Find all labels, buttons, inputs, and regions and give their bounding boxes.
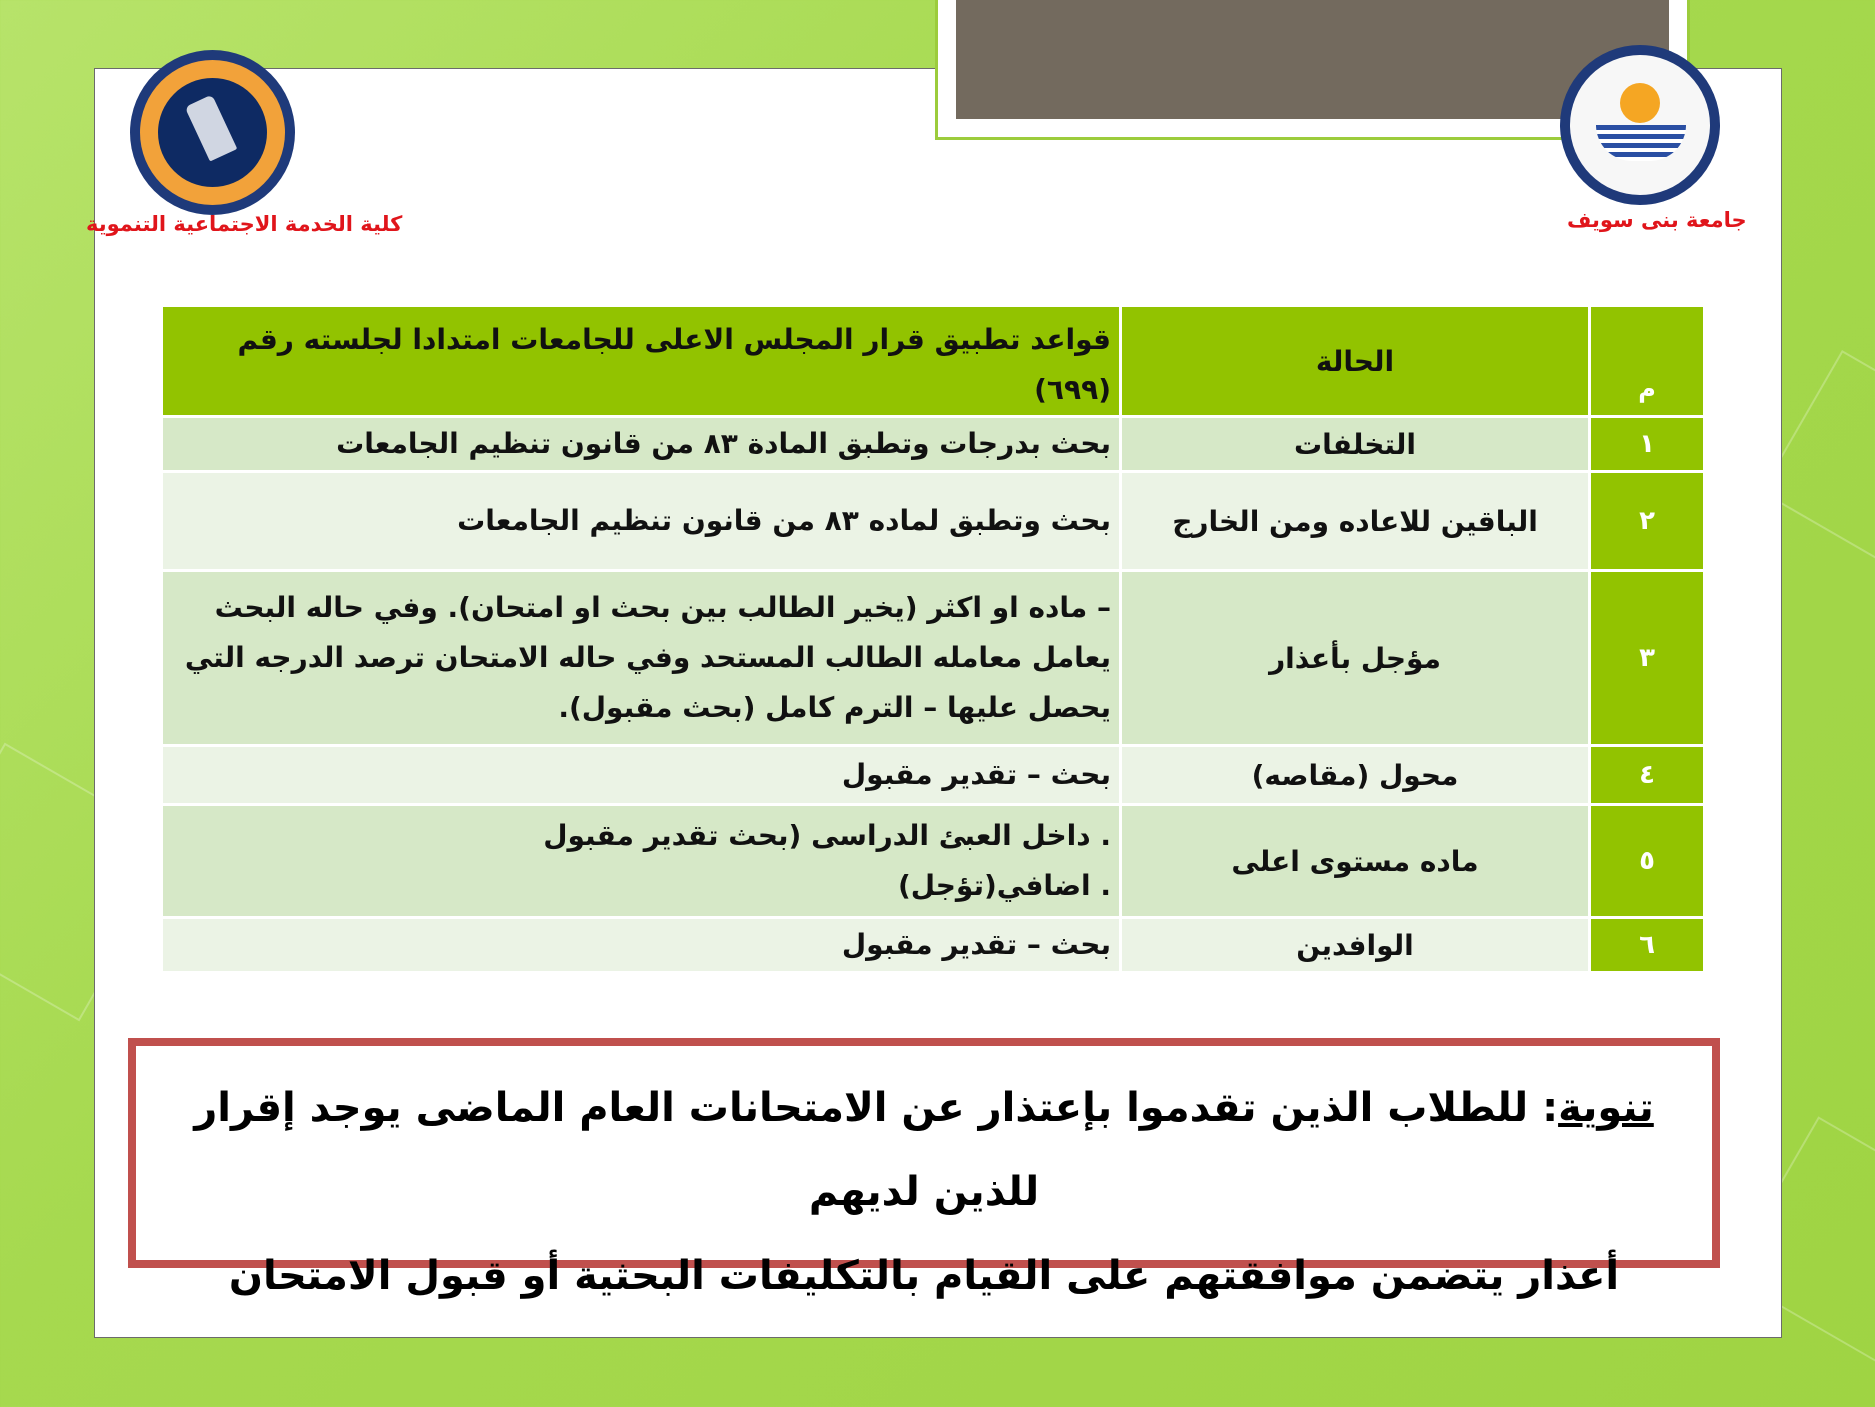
row-number: ٣ [1591, 572, 1703, 744]
header-rule: قواعد تطبيق قرار المجلس الاعلى للجامعات امتدادا لجلسته رقم (٦٩٩) [163, 307, 1119, 415]
banner-image-placeholder [956, 0, 1669, 119]
table-row [163, 473, 1703, 569]
header-case: الحالة [1122, 307, 1588, 415]
table-row [163, 919, 1703, 971]
row-rule [163, 806, 1119, 916]
university-logo [1560, 45, 1720, 205]
table-row [163, 747, 1703, 803]
row-rule [163, 572, 1119, 744]
row-number: ٢ [1591, 473, 1703, 569]
notice-label: تنوية [1558, 1085, 1654, 1131]
rule-line: يعامل معامله الطالب المستحد وفي حاله الامتحان ترصد الدرجه التي [184, 641, 1111, 674]
table-header-row [163, 307, 1703, 415]
faculty-name: كلية الخدمة الاجتماعية التنموية [86, 212, 403, 236]
notice-line-2: أعذار يتضمن موافقتهم على القيام بالتكليفات البحثية أو قبول الامتحان [228, 1253, 1620, 1299]
row-case: التخلفات [1122, 418, 1588, 470]
row-case: محول (مقاصه) [1122, 747, 1588, 803]
row-rule: بحث بدرجات وتطبق المادة ٨٣ من قانون تنظيم الجامعات [163, 418, 1119, 470]
table-row [163, 418, 1703, 470]
table-row [163, 572, 1703, 744]
rule-line: يحصل عليها – الترم كامل (بحث مقبول). [558, 691, 1111, 724]
row-rule: بحث وتطبق لماده ٨٣ من قانون تنظيم الجامعات [163, 473, 1119, 569]
rules-table [160, 304, 1706, 974]
header-number: م [1591, 307, 1703, 415]
notice-text-1: : للطلاب الذين تقدموا بإعتذار عن الامتحانات العام الماضى يوجد إقرار للذين لديهم [194, 1085, 1559, 1215]
row-number: ٦ [1591, 919, 1703, 971]
rule-line: . اضافي(تؤجل) [897, 869, 1111, 902]
row-case: الوافدين [1122, 919, 1588, 971]
table-row [163, 806, 1703, 916]
row-case: مؤجل بأعذار [1122, 572, 1588, 744]
row-number: ٤ [1591, 747, 1703, 803]
rule-line: – ماده او اكثر (يخير الطالب بين بحث او امتحان). وفي حاله البحث [214, 591, 1111, 624]
faculty-logo [130, 50, 295, 215]
row-case: ماده مستوى اعلى [1122, 806, 1588, 916]
notice-box [128, 1038, 1720, 1299]
university-name: جامعة بنى سويف [1567, 208, 1747, 232]
row-rule: بحث – تقدير مقبول [163, 747, 1119, 803]
rule-line: . داخل العبئ الدراسى (بحث تقدير مقبول [543, 819, 1111, 852]
row-rule: بحث – تقدير مقبول [163, 919, 1119, 971]
notice-line-1 [150, 1066, 1698, 1234]
row-number: ١ [1591, 418, 1703, 470]
row-number: ٥ [1591, 806, 1703, 916]
row-case: الباقين للاعاده ومن الخارج [1122, 473, 1588, 569]
